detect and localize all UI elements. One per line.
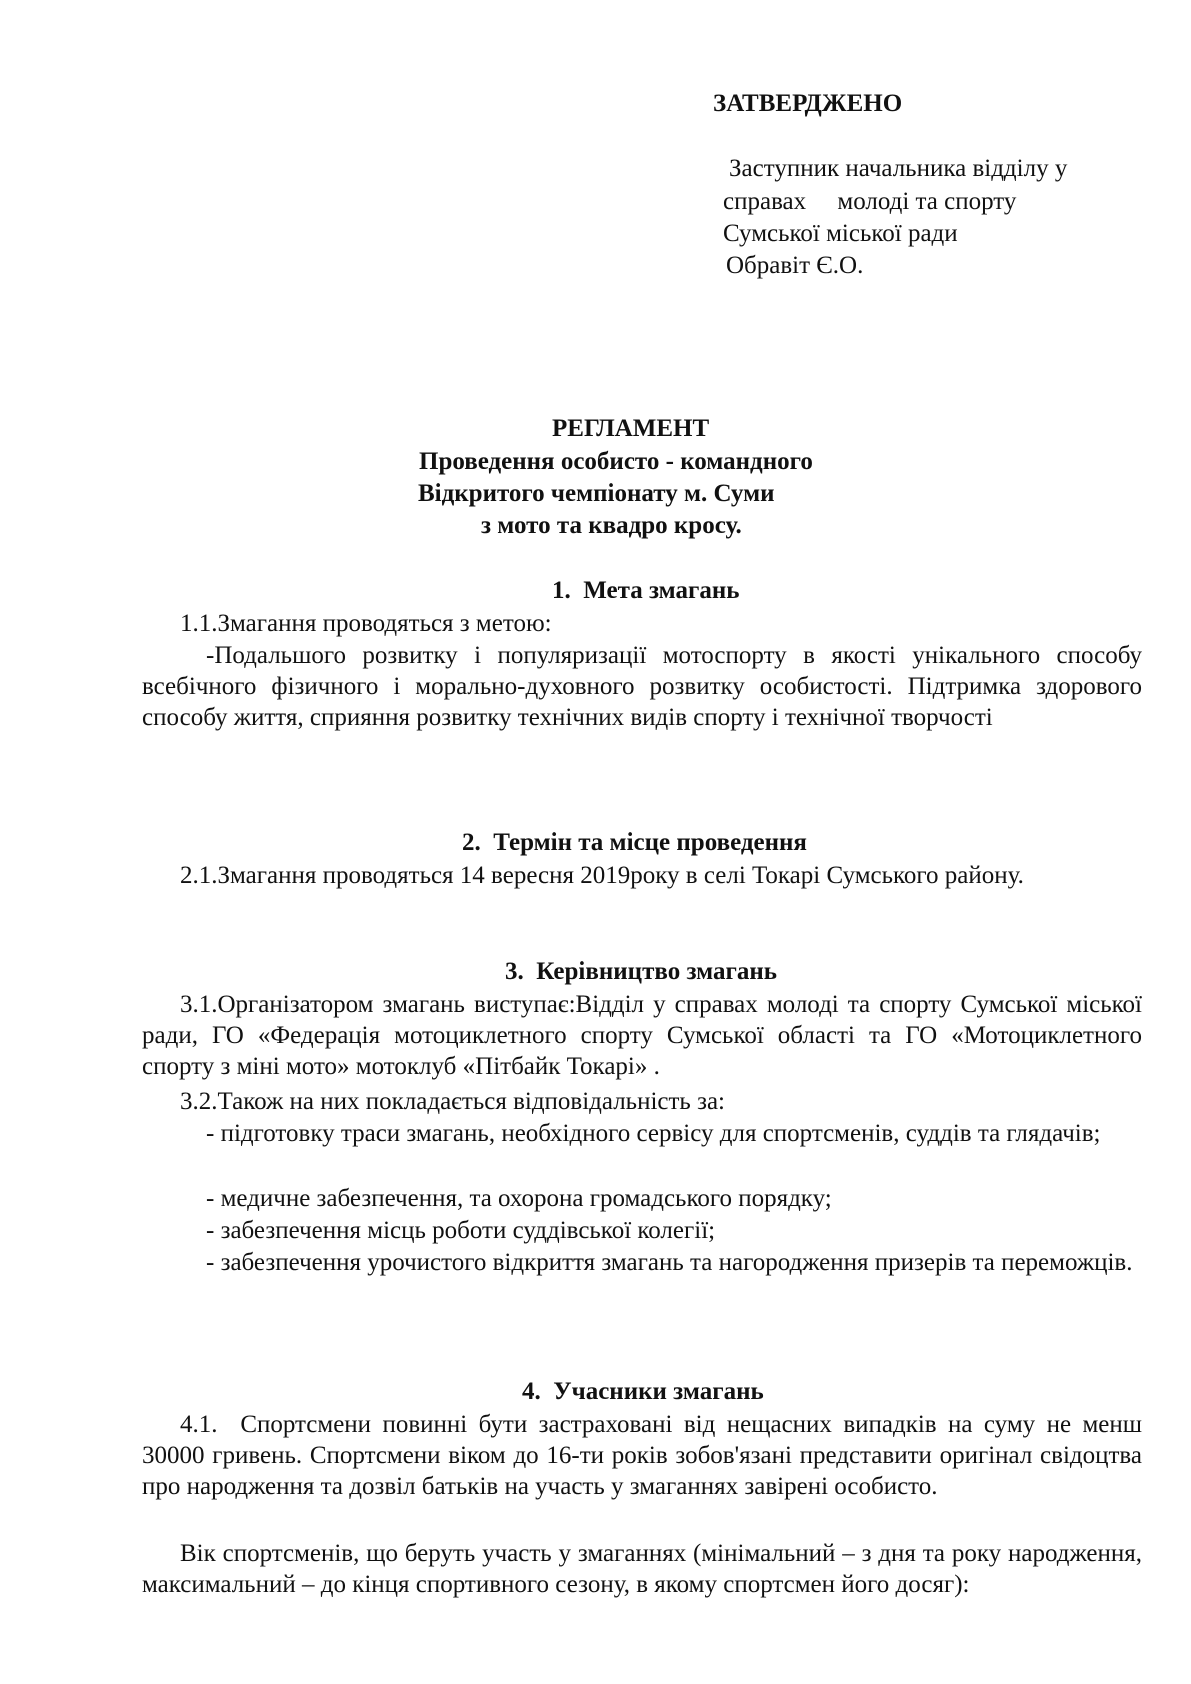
section-4-p2-text: Вік спортсменів, що беруть участь у змаганнях (мінімальний – з дня та року народження, максимальний – до кінця спортивного сезону, в якому спортсмен його досяг): (142, 1540, 1142, 1598)
document-subtitle-1: Проведення особисто - командного (419, 448, 813, 475)
section-4-paragraph-2 (142, 1538, 1142, 1600)
section-1-paragraph-2 (142, 640, 1142, 733)
section-4-heading: 4. Учасники змагань (522, 1378, 764, 1405)
section-3-p2-text: 3.2.Також на них покладається відповідальність за: (180, 1088, 725, 1115)
section-2-p1-text: 2.1.Змагання проводяться 14 вересня 2019року в селі Токарі Сумського району. (180, 862, 1024, 889)
section-3-list-item-1 (142, 1118, 1142, 1149)
section-2-paragraph-1 (142, 860, 1142, 891)
approval-line-2: справах молоді та спорту (723, 188, 1017, 215)
section-3-list-item-2 (142, 1183, 1142, 1214)
section-3-list-item-3 (142, 1215, 1142, 1246)
section-3-paragraph-1 (142, 989, 1142, 1082)
section-3-item-2-text: - медичне забезпечення, та охорона громадського порядку; (206, 1185, 832, 1212)
section-3-heading: 3. Керівництво змагань (505, 958, 777, 985)
section-3-item-3-text: - забезпечення місць роботи суддівської колегії; (206, 1217, 716, 1244)
section-4-paragraph-1 (142, 1409, 1149, 1502)
approval-line-1: Заступник начальника відділу у (729, 155, 1068, 182)
document-subtitle-3: з мото та квадро кросу. (481, 512, 742, 539)
section-1-p1-text: 1.1.Змагання проводяться з метою: (180, 610, 552, 637)
section-1-p2-text: -Подальшого розвитку і популяризації мотоспорту в якості унікального способу всебічного фізичного і морально-духовного розвитку особистості. Підтримка здорового способу життя, сприяння розвитку технічних видів спорту і технічної творчості (142, 642, 1142, 731)
section-3-p1-text: 3.1.Організатором змагань виступає:Відділ у справах молоді та спорту Сумської міської ради, ГО «Федерація мотоциклетного спорту Сумської області та ГО «Мотоциклетного спорту з міні мото» мотоклуб «Пітбайк Токарі» . (142, 991, 1142, 1080)
section-1-paragraph-1 (142, 608, 1142, 639)
document-subtitle-2: Відкритого чемпіонату м. Суми (418, 480, 775, 507)
approval-title: ЗАТВЕРДЖЕНО (713, 90, 903, 117)
section-3-paragraph-2 (142, 1086, 1142, 1117)
approval-line-3: Сумської міської ради (723, 220, 958, 247)
section-3-item-4-text: - забезпечення урочистого відкриття змагань та нагородження призерів та переможців. (206, 1249, 1133, 1276)
document-title: РЕГЛАМЕНТ (552, 415, 710, 442)
section-2-heading: 2. Термін та місце проведення (462, 829, 807, 856)
section-1-heading: 1. Мета змагань (552, 577, 740, 604)
section-3-list-item-4 (142, 1247, 1142, 1278)
section-3-item-1-text: - підготовку траси змагань, необхідного сервісу для спортсменів, суддів та глядачів; (206, 1120, 1101, 1147)
section-4-p1-text: 4.1. Спортсмени повинні бути застраховані від нещасних випадків на суму не менш 30000 гривень. Спортсмени віком до 16-ти років зобов'язані представити оригінал свідоцтва про народження та дозвіл батьків на участь у змаганнях завірені особисто. (142, 1411, 1149, 1500)
approval-line-4: Обравіт Є.О. (726, 252, 864, 279)
